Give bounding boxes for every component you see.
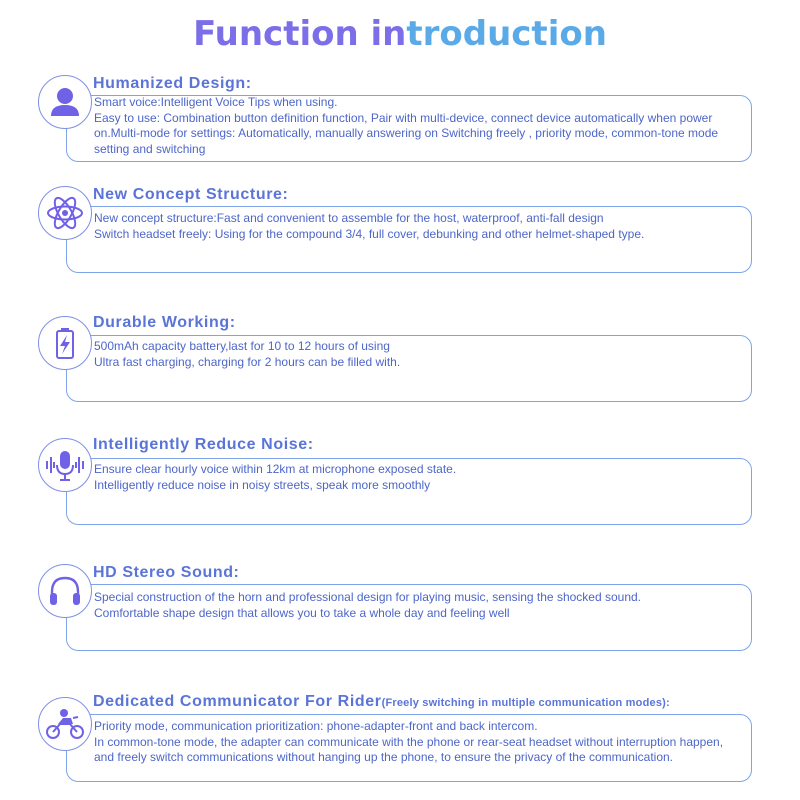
page-title bbox=[0, 14, 800, 54]
feature-body bbox=[94, 462, 744, 493]
feature-body bbox=[94, 211, 744, 242]
feature-heading-main: Dedicated Communicator For Rider bbox=[93, 693, 382, 710]
feature-body bbox=[94, 719, 744, 766]
feature-line: Priority mode, communication prioritization: phone-adapter-front and back intercom. bbox=[94, 719, 538, 733]
feature-line: Easy to use: Combination button definition function, Pair with multi-device, connect device automatically when power on.Multi-mode for settings: Automatically, manually answering on Switching freely , priority mode, common-tone mode setting and switching bbox=[94, 110, 719, 156]
feature-line: Intelligently reduce noise in noisy streets, speak more smoothly bbox=[94, 477, 431, 492]
battery-icon bbox=[38, 316, 92, 370]
headphones-icon bbox=[38, 564, 92, 618]
feature-line: Comfortable shape design that allows you to take a whole day and feeling well bbox=[94, 605, 510, 620]
feature-heading: Intelligently Reduce Noise: bbox=[93, 436, 314, 453]
feature-heading-sub: (Freely switching in multiple communication modes): bbox=[381, 697, 670, 709]
feature-heading: Humanized Design: bbox=[93, 75, 252, 92]
feature-heading: New Concept Structure: bbox=[93, 186, 289, 203]
feature-heading bbox=[93, 693, 670, 711]
feature-line: Special construction of the horn and professional design for playing music, sensing the shocked sound. bbox=[94, 590, 641, 604]
feature-heading: Durable Working: bbox=[93, 314, 236, 331]
motorcycle-icon bbox=[38, 697, 92, 751]
feature-line: 500mAh capacity battery,last for 10 to 12 hours of using bbox=[94, 339, 390, 353]
page-title-part1: Function in bbox=[193, 14, 407, 54]
feature-body bbox=[94, 590, 744, 621]
feature-line: Ultra fast charging, charging for 2 hours can be filled with. bbox=[94, 354, 401, 369]
user-icon bbox=[38, 75, 92, 129]
microphone-icon bbox=[38, 438, 92, 492]
feature-heading: HD Stereo Sound: bbox=[93, 564, 240, 581]
feature-body bbox=[94, 95, 744, 157]
page-title-part2: troduction bbox=[406, 14, 607, 54]
feature-line: Ensure clear hourly voice within 12km at microphone exposed state. bbox=[94, 462, 457, 476]
feature-line: New concept structure:Fast and convenient to assemble for the host, waterproof, anti-fall design bbox=[94, 211, 604, 225]
feature-line: In common-tone mode, the adapter can communicate with the phone or rear-seat headset without interruption happen, and freely switch communications without hanging up the phone, to ensure the privacy of the communication. bbox=[94, 734, 724, 764]
feature-line: Switch headset freely: Using for the compound 3/4, full cover, debunking and other helmet-shaped type. bbox=[94, 226, 645, 241]
feature-line: Smart voice:Intelligent Voice Tips when using. bbox=[94, 95, 338, 109]
feature-body bbox=[94, 339, 744, 370]
atom-icon bbox=[38, 186, 92, 240]
